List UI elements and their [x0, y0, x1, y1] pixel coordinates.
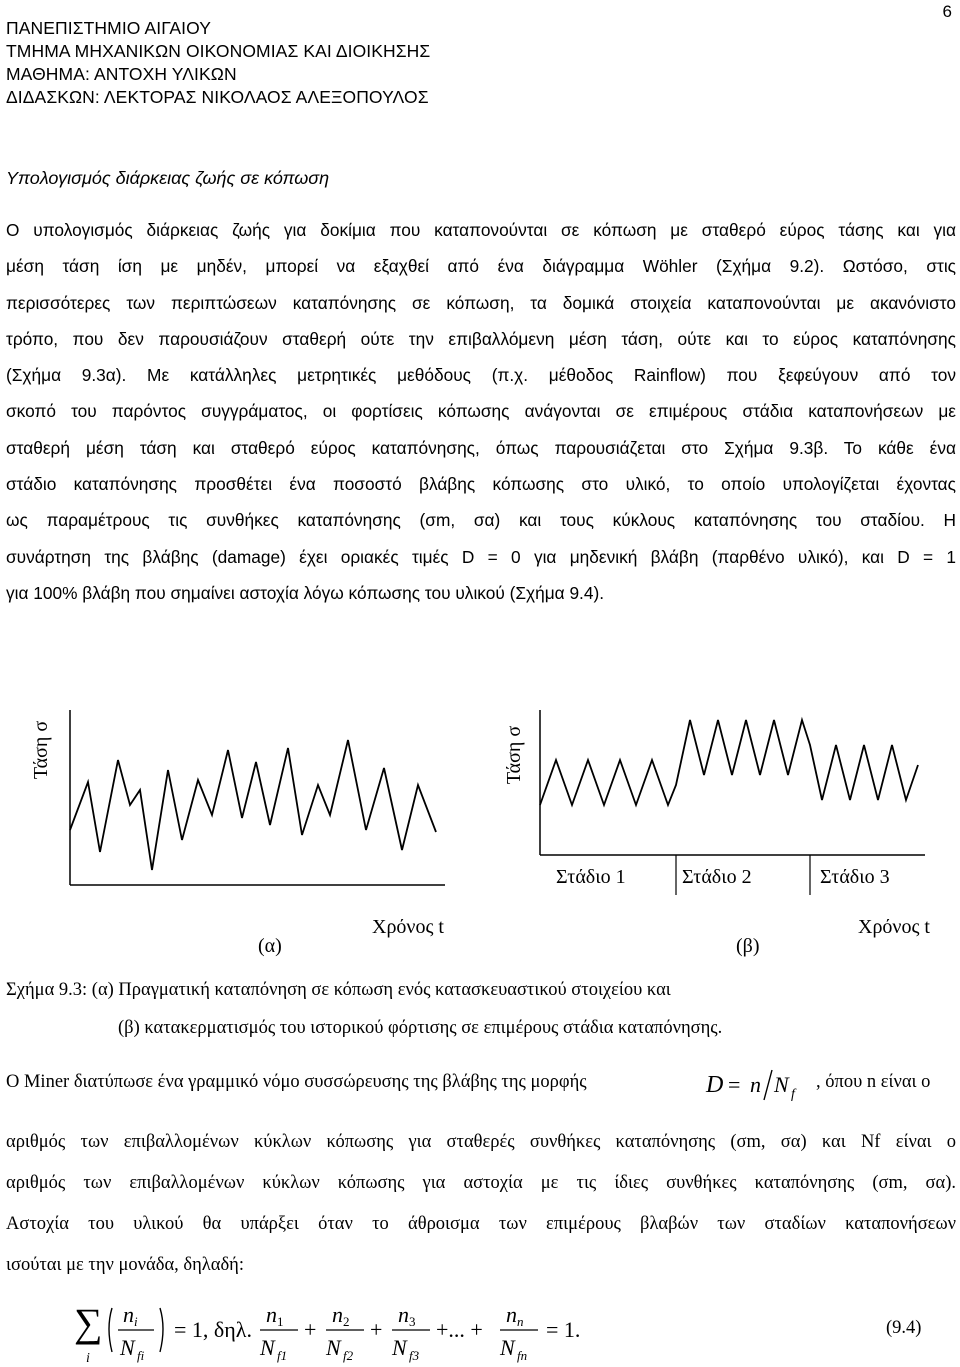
- n3: n: [398, 1302, 409, 1327]
- nn-sub: n: [517, 1314, 524, 1329]
- sum-index: i: [86, 1351, 90, 1365]
- text-line: (Σχήμα 9.3α). Με κατάλληλες μετρητικές μεθόδους (π.χ. μέθοδος Rainflow) που ξεφεύγουν από τον: [6, 365, 956, 386]
- formula-f: f: [791, 1087, 795, 1102]
- N2-sub: f2: [343, 1348, 354, 1363]
- right-y-label: Τάση σ: [503, 725, 525, 785]
- N1: N: [260, 1335, 275, 1360]
- formula-N: N: [774, 1072, 789, 1097]
- formula-slash: [764, 1070, 772, 1100]
- N1-sub: f1: [277, 1348, 288, 1363]
- sum-symbol: ∑: [74, 1300, 103, 1345]
- paragraph-2-line-1-end: , όπου n είναι ο: [816, 1072, 931, 1092]
- n2-sub: 2: [343, 1314, 350, 1329]
- left-y-label: Τάση σ: [30, 720, 52, 780]
- equation-9-4: [70, 1290, 770, 1365]
- figure-caption-line-2: (β) κατακερματισμός του ιστορικού φόρτισης σε επιμέρους στάδια καταπόνησης.: [118, 1018, 723, 1038]
- plus-dots: +... +: [436, 1317, 483, 1342]
- text-line: περισσότερες των περιπτώσεων καταπόνησης σε κόπωση, τα δομικά στοιχεία καταπονούνται με ακανόνιστο: [6, 292, 956, 313]
- text-line: σταθερή μέση τάση και σταθερό εύρος καταπόνησης, όπως παρουσιάζεται στο Σχήμα 9.3β. Το κάθε ένα: [6, 437, 956, 458]
- text-line: αριθμός των επιβαλλομένων κύκλων κόπωσης για αστοχία με τις ίδιες συνθήκες καταπόνησης (σm, σα).: [6, 1173, 956, 1193]
- stage-1-label: Στάδιο 1: [556, 866, 626, 888]
- formula-eq: =: [728, 1072, 741, 1097]
- frac-den: N: [120, 1335, 135, 1360]
- left-tag: (α): [258, 935, 282, 957]
- right-paren: [160, 1308, 163, 1352]
- N2: N: [326, 1335, 341, 1360]
- left-plot: [30, 710, 445, 957]
- text-line: σκοπό του παρόντος συγγράματος, οι φορτίσεις κόπωσης ανάγονται σε επιμέρους στάδια καταπονήσεων με: [6, 401, 956, 422]
- text-line: Ο υπολογισμός διάρκειας ζωής για δοκίμια που καταπονούνται σε κόπωση με σταθερό εύρος τάσης και για: [6, 220, 956, 240]
- text-line: συνάρτηση της βλάβης (damage) έχει οριακές τιμές D = 0 για μηδενική βλάβη (παρθένο υλικό), και D = 1: [6, 546, 956, 567]
- N3-sub: f3: [409, 1348, 420, 1363]
- paragraph-2-body: [6, 1122, 956, 1286]
- left-paren: [109, 1308, 112, 1352]
- page-number: 6: [942, 2, 952, 21]
- miner-formula: [702, 1064, 817, 1104]
- frac-num-sub: i: [134, 1314, 138, 1329]
- text-line: αριθμός των επιβαλλομένων κύκλων κόπωσης για σταθερές συνθήκες καταπόνησης (σm, σα) και Nf είναι ο: [6, 1132, 956, 1152]
- n1-sub: 1: [277, 1314, 284, 1329]
- paragraph-1: [6, 212, 956, 611]
- eq-equals-1: = 1, δηλ.: [174, 1317, 252, 1342]
- right-plot: [503, 710, 930, 957]
- text-line: ισούται με την μονάδα, δηλαδή:: [6, 1255, 244, 1275]
- stage-3-label: Στάδιο 3: [820, 866, 890, 888]
- figure-9-3: [0, 690, 960, 980]
- figure-caption-line-1: Σχήμα 9.3: (α) Πραγματική καταπόνηση σε κόπωση ενός κατασκευαστικού στοιχείου και: [6, 980, 671, 1000]
- n2: n: [332, 1302, 343, 1327]
- stage-2-label: Στάδιο 2: [682, 866, 752, 888]
- plus: +: [370, 1317, 383, 1342]
- header-department: ΤΜΗΜΑ ΜΗΧΑΝΙΚΩΝ ΟΙΚΟΝΟΜΙΑΣ ΚΑΙ ΔΙΟΙΚΗΣΗΣ: [6, 41, 431, 61]
- eq-equals-2: = 1.: [546, 1317, 581, 1342]
- header-university: ΠΑΝΕΠΙΣΤΗΜΙΟ ΑΙΓΑΙΟΥ: [6, 18, 212, 38]
- right-stress-history: [540, 720, 918, 805]
- paragraph-2-line-1: [6, 1072, 587, 1093]
- N3: N: [392, 1335, 407, 1360]
- formula-d: D: [706, 1072, 724, 1098]
- Nn-sub: fn: [517, 1348, 528, 1363]
- right-tag: (β): [736, 935, 760, 957]
- header-instructor: ΔΙΔΑΣΚΩΝ: ΛΕΚΤΟΡΑΣ ΝΙΚΟΛΑΟΣ ΑΛΕΞΟΠΟΥΛΟΣ: [6, 87, 429, 107]
- Nn: N: [500, 1335, 515, 1360]
- n1: n: [266, 1302, 277, 1327]
- nn: n: [506, 1302, 517, 1327]
- plus: +: [304, 1317, 317, 1342]
- frac-num: n: [123, 1302, 134, 1327]
- header-course: ΜΑΘΗΜΑ: ΑΝΤΟΧΗ ΥΛΙΚΩΝ: [6, 64, 237, 84]
- text-line: ως παραμέτρους τις συνθήκες καταπόνησης (σm, σα) και τους κύκλους καταπόνησης του σταδίου. Η: [6, 510, 956, 531]
- text-line: για 100% βλάβη που σημαίνει αστοχία λόγω κόπωσης του υλικού (Σχήμα 9.4).: [6, 582, 605, 603]
- left-stress-history: [70, 740, 436, 870]
- text-line: Αστοχία του υλικού θα υπάρξει όταν το άθροισμα των επιμέρους βλαβών των σταδίων καταπονήσεων: [6, 1214, 956, 1234]
- text-line: μέση τάση ίση με μηδέν, μπορεί να εξαχθεί από ένα διάγραμμα Wöhler (Σχήμα 9.2). Ωστόσο, στις: [6, 256, 956, 277]
- text-line: τρόπο, που δεν παρουσιάζουν σταθερή ούτε την επιβαλλόμενη μέση τάση, ούτε και το εύρος καταπόνησης: [6, 328, 956, 349]
- equation-number: (9.4): [886, 1318, 922, 1338]
- text-line: στάδιο καταπόνησης προσθέτει ένα ποσοστό βλάβης κόπωσης στο υλικό, το οποίο υπολογίζεται έχοντας: [6, 474, 956, 495]
- frac-den-sub: fi: [137, 1348, 145, 1363]
- miner-sentence: Ο Miner διατύπωσε ένα γραμμικό νόμο συσσώρευσης της βλάβης της μορφής: [6, 1072, 587, 1092]
- right-x-label: Χρόνος t: [858, 916, 930, 938]
- n3-sub: 3: [409, 1314, 416, 1329]
- formula-n: n: [750, 1072, 761, 1097]
- left-x-label: Χρόνος t: [372, 916, 444, 938]
- section-title: Υπολογισμός διάρκειας ζωής σε κόπωση: [6, 168, 330, 188]
